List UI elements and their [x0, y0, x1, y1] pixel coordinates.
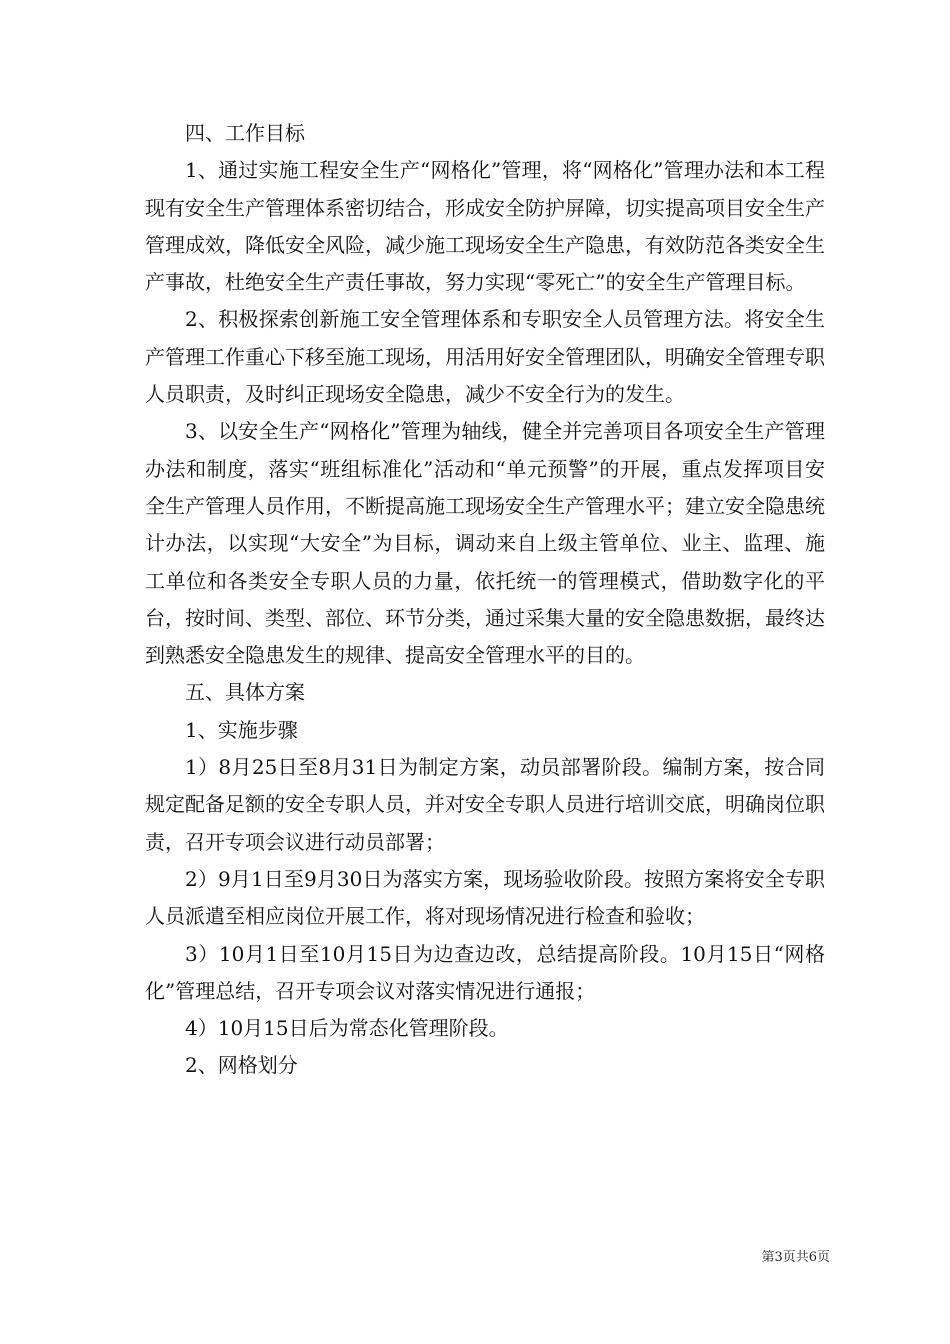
document-body	[145, 115, 825, 1085]
paragraph-step-3: 3）10月1日至10月15日为边查边改，总结提高阶段。10月15日“网格化”管理总结，召开专项会议对落实情况进行通报；	[145, 941, 825, 1003]
subheading-grid-division: 2、网格划分	[185, 1053, 298, 1078]
paragraph-goal-3: 3、以安全生产“网格化”管理为轴线，健全并完善项目各项安全生产管理办法和制度，落实“班组标准化”活动和“单元预警”的开展，重点发挥项目安全生产管理人员作用，不断提高施工现场安全生产管理水平；建立安全隐患统计办法，以实现“大安全”为目标，调动来自上级主管单位、业主、监理、施工单位和各类安全专职人员的力量，依托统一的管理模式，借助数字化的平台，按时间、类型、部位、环节分类，通过采集大量的安全隐患数据，最终达到熟悉安全隐患发生的规律、提高安全管理水平的目的。	[145, 419, 825, 668]
page-number-footer: 第3页共6页	[761, 1250, 830, 1265]
section-heading-work-goals: 四、工作目标	[185, 121, 305, 145]
paragraph-step-2: 2）9月1日至9月30日为落实方案，现场验收阶段。按照方案将安全专职人员派遣至相应岗位开展工作，将对现场情况进行检查和验收；	[145, 866, 825, 929]
paragraph-step-1: 1）8月25日至8月31日为制定方案，动员部署阶段。编制方案，按合同规定配备足额的安全专职人员，并对安全专职人员进行培训交底，明确岗位职责，召开专项会议进行动员部署；	[145, 755, 825, 854]
paragraph-goal-1: 1、通过实施工程安全生产“网格化”管理，将“网格化”管理办法和本工程现有安全生产管理体系密切结合，形成安全防护屏障，切实提高项目安全生产管理成效，降低安全风险，减少施工现场安全生产隐患，有效防范各类安全生产事故，杜绝安全生产责任事故，努力实现“零死亡”的安全生产管理目标。	[145, 158, 825, 295]
subheading-implementation-steps: 1、实施步骤	[185, 717, 298, 742]
section-heading-specific-plan: 五、具体方案	[185, 680, 305, 705]
paragraph-step-4: 4）10月15日后为常态化管理阶段。	[185, 1016, 509, 1041]
paragraph-goal-2: 2、积极探索创新施工安全管理体系和专职安全人员管理方法。将安全生产管理工作重心下移至施工现场，用活用好安全管理团队，明确安全管理专职人员职责，及时纠正现场安全隐患，减少不安全行为的发生。	[145, 307, 825, 407]
